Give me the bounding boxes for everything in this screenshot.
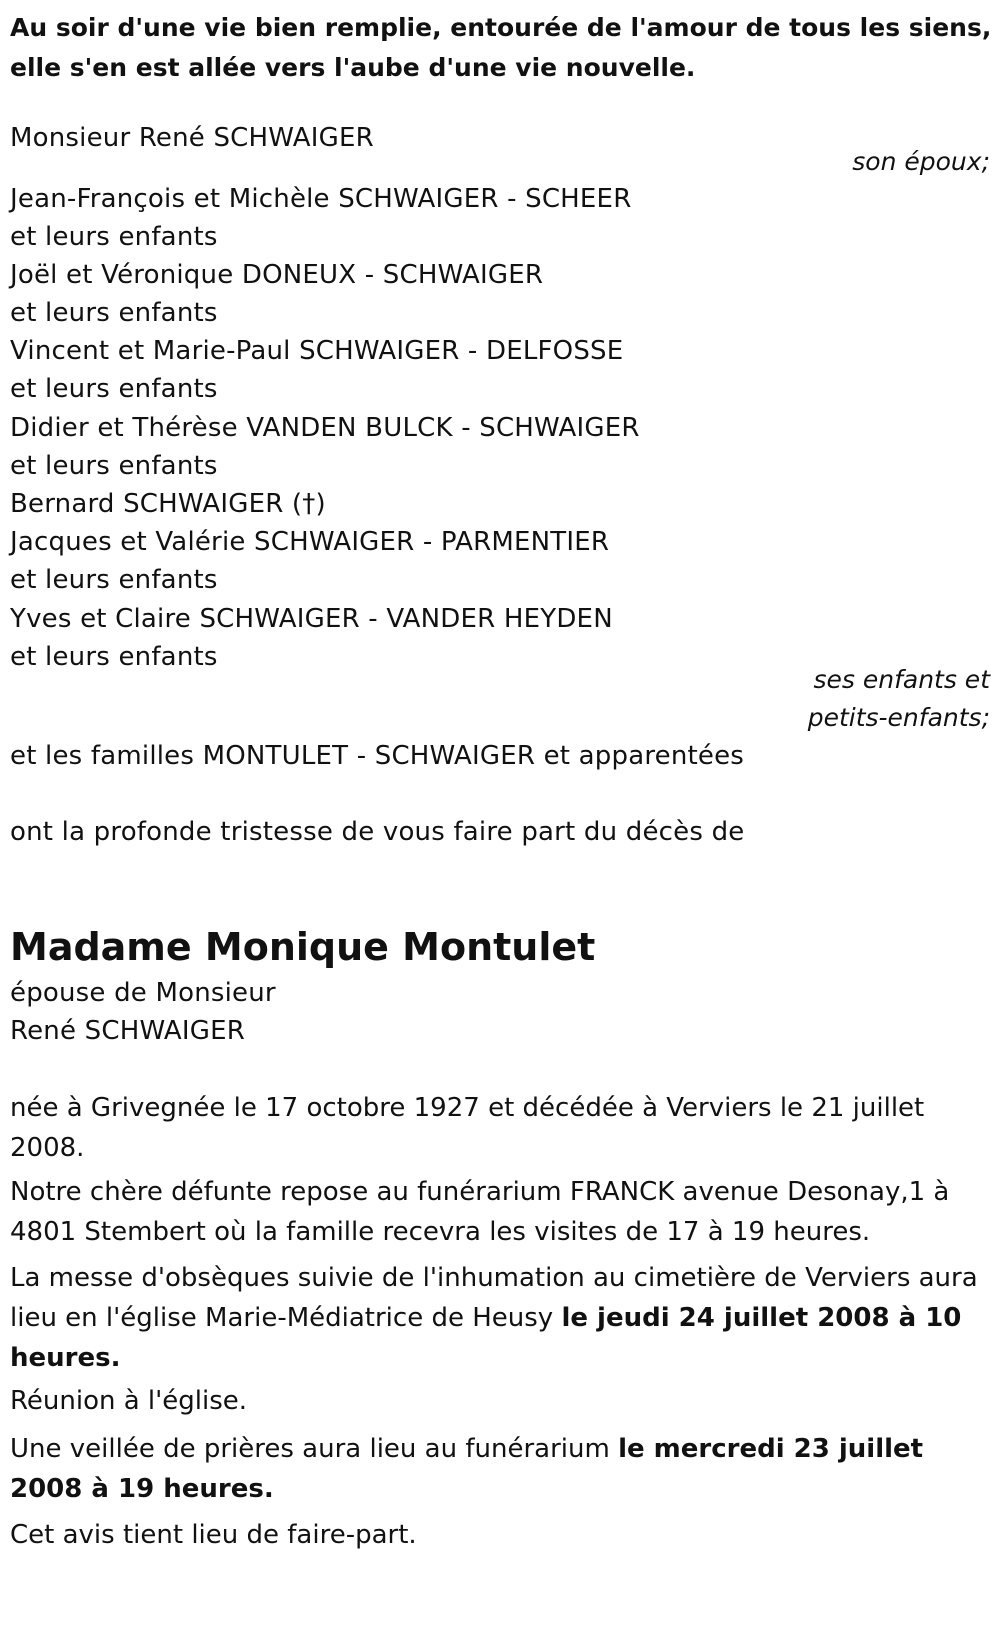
announcement-line: ont la profonde tristesse de vous faire part du décès de [10,817,745,847]
mass-paragraph [10,1258,985,1378]
mass-date: le jeudi 24 juillet 2008 à 10 heures. [10,1303,962,1373]
closing-line: Cet avis tient lieu de faire-part. [10,1520,417,1550]
children-line: Bernard SCHWAIGER (†) [10,489,326,519]
children-line: Didier et Thérèse VANDEN BULCK - SCHWAIGER [10,413,640,443]
children-line: et leurs enfants [10,374,218,404]
intro-line-2: elle s'en est allée vers l'aube d'une vie nouvelle. [10,53,696,82]
children-line: et leurs enfants [10,565,218,595]
children-line: et leurs enfants [10,222,218,252]
children-line: Jean-François et Michèle SCHWAIGER - SCHEER [10,184,632,214]
intro-text [10,8,991,88]
vigil-text: Une veillée de prières aura lieu au funérarium [10,1434,619,1464]
children-line: Joël et Véronique DONEUX - SCHWAIGER [10,260,544,290]
birth-death-paragraph: née à Grivegnée le 17 octobre 1927 et décédée à Verviers le 21 juillet 2008. [10,1093,925,1163]
children-line: et leurs enfants [10,451,218,481]
mass-text: La messe d'obsèques suivie de l'inhumation au cimetière de Verviers aura lieu en l'église Marie-Médiatrice de Heusy [10,1263,978,1333]
reunion-line: Réunion à l'église. [10,1386,248,1416]
children-line: Yves et Claire SCHWAIGER - VANDER HEYDEN [10,604,613,634]
vigil-paragraph [10,1429,985,1509]
deceased-name: Madame Monique Montulet [10,925,596,969]
spouse-name: Monsieur René SCHWAIGER [10,123,374,153]
spouse-role: son époux; [852,147,990,176]
spouse-of-line-2: René SCHWAIGER [10,1016,246,1046]
children-line: Jacques et Valérie SCHWAIGER - PARMENTIER [10,527,610,557]
vigil-date: le mercredi 23 juillet 2008 à 19 heures. [10,1434,924,1504]
children-role-line-1: ses enfants et [813,665,990,694]
children-role-line-2: petits-enfants; [807,703,990,732]
funerarium-paragraph: Notre chère défunte repose au funérarium FRANCK avenue Desonay,1 à 4801 Stembert où la famille recevra les visites de 17 à 19 heures. [10,1177,950,1247]
families-line: et les familles MONTULET - SCHWAIGER et apparentées [10,741,745,771]
children-line: Vincent et Marie-Paul SCHWAIGER - DELFOSSE [10,336,624,366]
children-line: et leurs enfants [10,298,218,328]
children-line: et leurs enfants [10,642,218,672]
intro-line-1: Au soir d'une vie bien remplie, entourée de l'amour de tous les siens, [10,13,992,42]
spouse-of-line-1: épouse de Monsieur [10,978,276,1008]
